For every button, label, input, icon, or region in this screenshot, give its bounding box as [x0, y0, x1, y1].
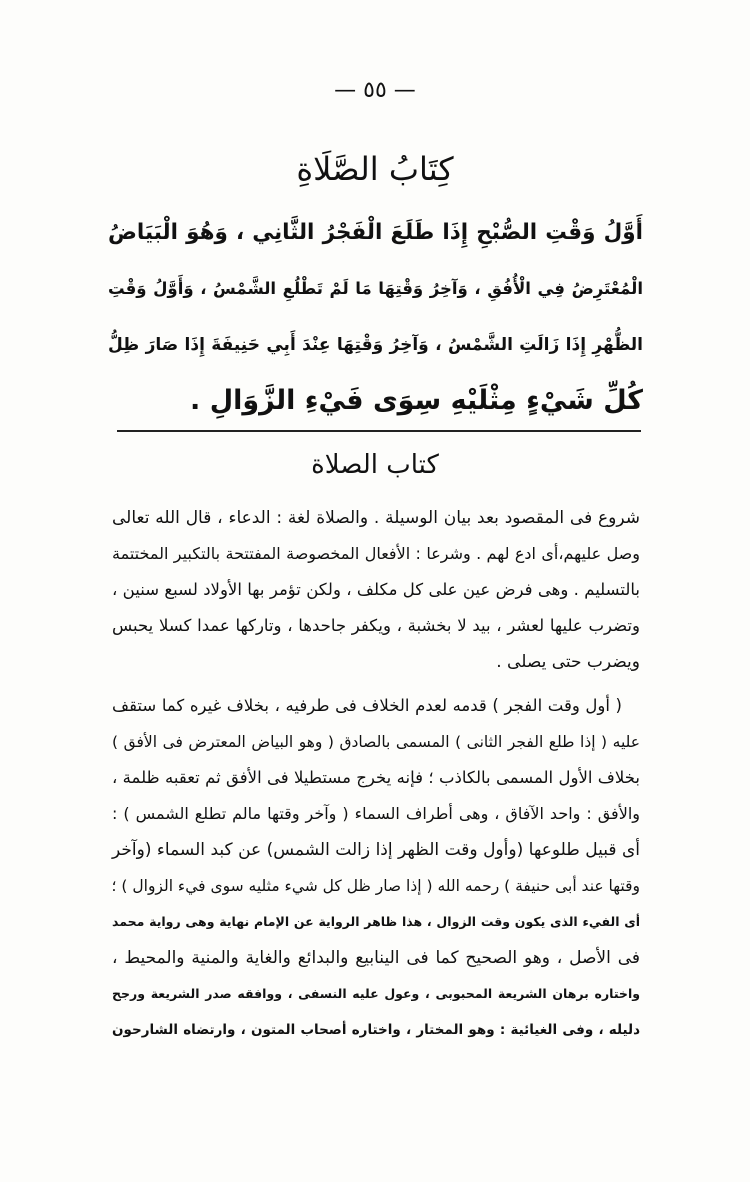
sharh-line: ويضرب حتى يصلى .	[496, 652, 640, 672]
sharh-line: بالتسليم . وهى فرض عين على كل مكلف ، ولكن تؤمر بها الأولاد لسبع سنين ،	[112, 580, 640, 599]
sharh-text-block	[112, 500, 640, 1048]
sharh-line: وقتها عند أبى حنيفة ) رحمه الله ( إذا صار ظل كل شيء مثليه سوى فيء الزوال ) ؛	[111, 877, 640, 895]
sharh-line: أى الفيء الذى يكون وقت الزوال ، هذا ظاهر الرواية عن الإمام نهاية وهى رواية محمد	[112, 914, 640, 929]
page-number: — ٥٥ —	[334, 78, 416, 103]
paragraph-gap	[112, 680, 640, 688]
sharh-line: وتضرب عليها لعشر ، بيد لا بخشبة ، ويكفر جاحدها ، وتاركها عمدا كسلا يحبس	[112, 616, 640, 635]
sharh-line: واختاره برهان الشريعة المحبوبى ، وعول عليه النسفى ، ووافقه صدر الشريعة ورجح	[112, 986, 640, 1001]
sharh-line: ( أول وقت الفجر ) قدمه لعدم الخلاف فى طرفيه ، بخلاف غيره كما ستقف	[112, 696, 622, 715]
sharh-line: أى قبيل طلوعها (وأول وقت الظهر إذا زالت الشمس) عن كبد السماء (وآخر	[112, 840, 640, 860]
matn-text-block	[108, 205, 643, 429]
sharh-line: فى الأصل ، وهو الصحيح كما فى الينابيع والبدائع والغاية والمنية والمحيط ،	[112, 948, 640, 968]
matn-line: الظُّهْرِ إِذَا زَالَتِ الشَّمْسُ ، وَآخِرُ وَقْتِهَا عِنْدَ أَبِي حَنِيفَةَ إِذَا صَارَ ظِلُّ	[108, 335, 643, 355]
matn-chapter-title: كِتَابُ الصَّلَاةِ	[296, 150, 454, 188]
sharh-line: عليه ( إذا طلع الفجر الثانى ) المسمى بالصادق ( وهو البياض المعترض فى الأفق )	[112, 733, 640, 751]
sharh-line: والأفق : واحد الآفاق ، وهى أطراف السماء ( وآخر وقتها مالم تطلع الشمس ) :	[112, 804, 640, 823]
sharh-line: بخلاف الأول المسمى بالكاذب ؛ فإنه يخرج مستطيلا فى الأفق ثم تعقبه ظلمة ،	[112, 768, 640, 787]
section-divider	[117, 430, 641, 432]
matn-line: الْمُعْتَرِضُ فِي الْأُفُقِ ، وَآخِرُ وَقْتِهَا مَا لَمْ تَطْلُعِ الشَّمْسُ ، وَأَوَّلُ وَقْتِ	[108, 279, 643, 298]
matn-line: كُلِّ شَيْءٍ مِثْلَيْهِ سِوَى فَيْءِ الزَّوَالِ .	[190, 385, 643, 416]
sharh-line: وصل عليهم،أى ادع لهم . وشرعا : الأفعال المخصوصة المفتتحة بالتكبير المختتمة	[112, 544, 640, 563]
sharh-chapter-title: كتاب الصلاة	[311, 450, 439, 480]
sharh-line: شروع فى المقصود بعد بيان الوسيلة . والصلاة لغة : الدعاء ، قال الله تعالى	[112, 508, 640, 528]
sharh-line: دليله ، وفى الغيائية : وهو المختار ، واختاره أصحاب المتون ، وارتضاه الشارحون	[112, 1022, 640, 1038]
matn-line: أَوَّلُ وَقْتِ الصُّبْحِ إِذَا طَلَعَ الْفَجْرُ الثَّانِي ، وَهُوَ الْبَيَاضُ	[108, 220, 643, 245]
